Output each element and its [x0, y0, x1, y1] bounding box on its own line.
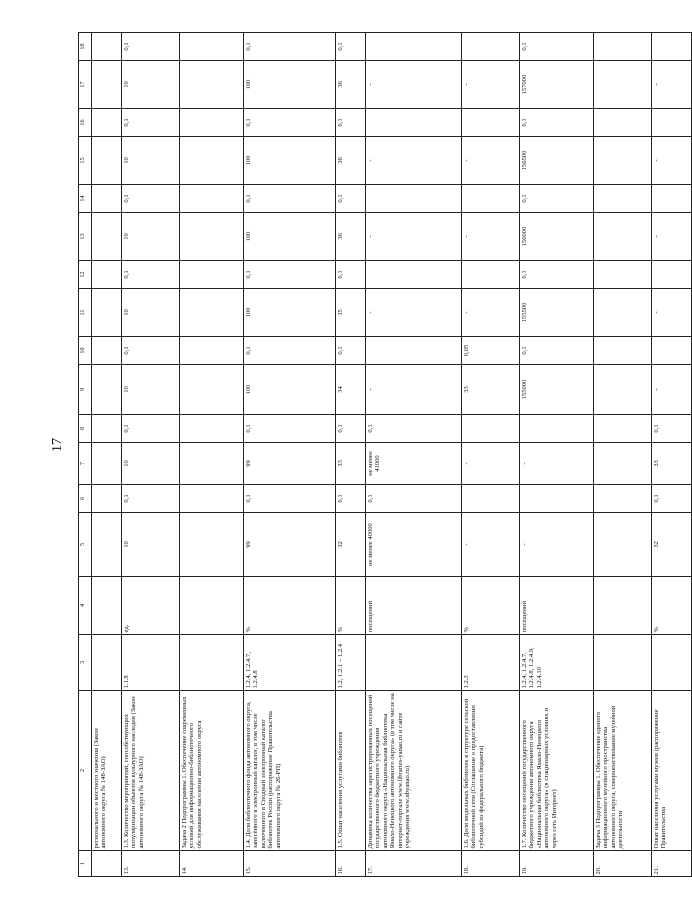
column-header: 1: [79, 851, 92, 877]
value-cell: -: [462, 137, 520, 185]
value-cell: -: [366, 61, 462, 109]
row-number-cell: 20.: [594, 851, 652, 877]
table-row: [652, 33, 692, 877]
table-row: [92, 33, 122, 877]
value-cell: 0,1: [122, 485, 180, 513]
value-cell: 0,1: [244, 109, 336, 137]
value-cell: [594, 185, 652, 213]
table-row: [336, 33, 366, 877]
value-cell: [520, 485, 594, 513]
value-cell: [92, 337, 122, 365]
value-cell: [180, 213, 244, 261]
value-cell: [462, 33, 520, 61]
reference-cell: [92, 635, 122, 691]
reference-cell: 1.1.8: [122, 635, 180, 691]
value-cell: [462, 185, 520, 213]
value-cell: [652, 109, 692, 137]
value-cell: -: [462, 61, 520, 109]
value-cell: 0,1: [122, 109, 180, 137]
value-cell: 0,1: [244, 33, 336, 61]
value-cell: -: [462, 443, 520, 485]
reference-cell: 1.2.4, 1.2.4.7, 1.2.4.8, 1.2.4.9, 1.2.4.10: [520, 635, 594, 691]
value-cell: 99: [244, 513, 336, 577]
value-cell: [594, 109, 652, 137]
value-cell: 156000: [520, 213, 594, 261]
value-cell: [366, 33, 462, 61]
value-cell: 100: [244, 61, 336, 109]
value-cell: 0,1: [336, 485, 366, 513]
value-cell: -: [462, 213, 520, 261]
value-cell: 32: [652, 513, 692, 577]
value-cell: [180, 109, 244, 137]
row-number-cell: 16.: [336, 851, 366, 877]
value-cell: [594, 61, 652, 109]
column-header: 10: [79, 337, 92, 365]
rotated-table-wrapper: [78, 42, 668, 877]
indicator-name-cell: 1.6. Доля модельных библиотек в структуре сельской библиотечной сети (Соглашение о предоставлении субсидий из федерального бюджета): [462, 691, 520, 851]
value-cell: [180, 261, 244, 289]
value-cell: [462, 415, 520, 443]
value-cell: 0,1: [336, 185, 366, 213]
indicator-name-cell: регионального и местного значения (Закон автономного округа № 148-ЗАО): [92, 691, 122, 851]
row-number-cell: 13.: [122, 851, 180, 877]
value-cell: 0,1: [366, 415, 462, 443]
value-cell: [594, 365, 652, 415]
column-header: 12: [79, 261, 92, 289]
page-number: 17: [50, 438, 65, 452]
value-cell: 0,1: [244, 337, 336, 365]
value-cell: [366, 337, 462, 365]
value-cell: [520, 415, 594, 443]
column-header: 13: [79, 213, 92, 261]
indicator-name-cell: 1.3. Количество мероприятий, способствующих популяризации объектов культурного наследия (Закон автономного округа № 148-ЗАО): [122, 691, 180, 851]
value-cell: [594, 137, 652, 185]
value-cell: 35: [336, 289, 366, 337]
reference-cell: [652, 635, 692, 691]
value-cell: 100: [244, 289, 336, 337]
value-cell: [366, 109, 462, 137]
row-number-cell: 19.: [520, 851, 594, 877]
unit-cell: посещений: [366, 577, 462, 635]
row-number-cell: 21.: [652, 851, 692, 877]
column-header: 11: [79, 289, 92, 337]
value-cell: [594, 289, 652, 337]
value-cell: 0,1: [244, 415, 336, 443]
column-header: 4: [79, 577, 92, 635]
value-cell: 0,1: [122, 33, 180, 61]
value-cell: 10: [122, 443, 180, 485]
value-cell: 0,1: [244, 185, 336, 213]
value-cell: 36: [336, 61, 366, 109]
value-cell: [92, 513, 122, 577]
value-cell: 32: [336, 513, 366, 577]
value-cell: [92, 365, 122, 415]
value-cell: [180, 289, 244, 337]
unit-cell: %: [652, 577, 692, 635]
value-cell: 156500: [520, 137, 594, 185]
value-cell: 0,1: [122, 337, 180, 365]
value-cell: не менее 40000: [366, 513, 462, 577]
row-number-cell: 14.: [180, 851, 244, 877]
value-cell: [462, 109, 520, 137]
value-cell: 10: [122, 213, 180, 261]
value-cell: [180, 485, 244, 513]
column-header: 3: [79, 635, 92, 691]
value-cell: 100: [244, 213, 336, 261]
indicator-name-cell: Задача 2 Подпрограммы 1. Обеспечение современных условий для информационно-библиотечного обслуживания населения автономного округа: [180, 691, 244, 851]
value-cell: 33: [652, 443, 692, 485]
value-cell: 0,1: [652, 415, 692, 443]
value-cell: 0,1: [520, 185, 594, 213]
value-cell: [92, 443, 122, 485]
value-cell: 34: [336, 365, 366, 415]
value-cell: 33: [462, 365, 520, 415]
value-cell: [92, 61, 122, 109]
value-cell: [92, 289, 122, 337]
value-cell: 0,1: [336, 415, 366, 443]
value-cell: 0,1: [336, 109, 366, 137]
value-cell: 157000: [520, 61, 594, 109]
reference-cell: [594, 635, 652, 691]
value-cell: [594, 415, 652, 443]
value-cell: -: [462, 513, 520, 577]
value-cell: 0,1: [520, 33, 594, 61]
value-cell: [92, 485, 122, 513]
value-cell: 100: [244, 137, 336, 185]
table-row: [594, 33, 652, 877]
reference-cell: 1.2.4, 1.2.4.7, 1.2.4.8: [244, 635, 336, 691]
value-cell: [92, 415, 122, 443]
value-cell: 10: [122, 137, 180, 185]
column-header: 8: [79, 415, 92, 443]
column-header: 18: [79, 33, 92, 61]
value-cell: 155000: [520, 365, 594, 415]
reference-cell: 1.2.3: [462, 635, 520, 691]
value-cell: [594, 337, 652, 365]
indicators-table: [78, 32, 692, 877]
unit-cell: %: [336, 577, 366, 635]
reference-cell: 1.2, 1.2.1 – 1.2.4: [336, 635, 366, 691]
value-cell: 33: [336, 443, 366, 485]
value-cell: [594, 261, 652, 289]
column-header: 2: [79, 691, 92, 851]
value-cell: 0,1: [520, 109, 594, 137]
value-cell: [180, 137, 244, 185]
value-cell: -: [366, 137, 462, 185]
indicator-name-cell: Задача 3 Подпрограммы 1. Обеспечение единого информационного музейного пространства автономного округа, совершенствование музейной деятельности: [594, 691, 652, 851]
column-header: 14: [79, 185, 92, 213]
indicator-name-cell: Динамика количества зарегистрированных посещений государственного бюджетного учреждения автономного округа «Национальная библиотека Ямало-Ненецкого автономного округа» (в том числе на интернет-портале www.libraries-yanao.ru и сайте учреждения www.nbyanao.ru): [366, 691, 462, 851]
value-cell: [652, 337, 692, 365]
value-cell: [366, 261, 462, 289]
value-cell: 0,1: [520, 261, 594, 289]
value-cell: 0,1: [122, 185, 180, 213]
value-cell: 10: [122, 61, 180, 109]
reference-cell: [180, 635, 244, 691]
reference-cell: [366, 635, 462, 691]
value-cell: [180, 185, 244, 213]
value-cell: [92, 109, 122, 137]
value-cell: [180, 415, 244, 443]
value-cell: 0,1: [336, 337, 366, 365]
value-cell: 155500: [520, 289, 594, 337]
value-cell: [594, 33, 652, 61]
value-cell: -: [652, 137, 692, 185]
value-cell: [652, 185, 692, 213]
value-cell: не менее 41000: [366, 443, 462, 485]
unit-cell: посещений: [520, 577, 594, 635]
value-cell: 36: [336, 137, 366, 185]
value-cell: 36: [336, 213, 366, 261]
value-cell: 0,1: [366, 485, 462, 513]
value-cell: [652, 261, 692, 289]
value-cell: [92, 33, 122, 61]
unit-cell: [92, 577, 122, 635]
unit-cell: %: [244, 577, 336, 635]
value-cell: -: [366, 289, 462, 337]
table-row: [180, 33, 244, 877]
value-cell: 0,1: [244, 261, 336, 289]
column-header: 16: [79, 109, 92, 137]
unit-cell: [180, 577, 244, 635]
table-row: [244, 33, 336, 877]
value-cell: 99: [244, 443, 336, 485]
row-number-cell: 18.: [462, 851, 520, 877]
value-cell: -: [462, 289, 520, 337]
value-cell: [180, 61, 244, 109]
value-cell: -: [366, 365, 462, 415]
value-cell: [594, 485, 652, 513]
value-cell: -: [366, 213, 462, 261]
row-number-cell: 17.: [366, 851, 462, 877]
value-cell: 0,1: [336, 33, 366, 61]
header-row: [79, 33, 92, 877]
value-cell: [92, 213, 122, 261]
value-cell: 0,1: [336, 261, 366, 289]
column-header: 7: [79, 443, 92, 485]
value-cell: 0,1: [122, 415, 180, 443]
value-cell: [180, 337, 244, 365]
table-row: [462, 33, 520, 877]
value-cell: 10: [122, 365, 180, 415]
value-cell: 0,1: [122, 261, 180, 289]
value-cell: [180, 513, 244, 577]
value-cell: 0,05: [462, 337, 520, 365]
value-cell: [180, 33, 244, 61]
value-cell: [462, 485, 520, 513]
value-cell: 10: [122, 513, 180, 577]
indicator-name-cell: 1.7. Количество посещений государственного бюджетного учреждения автономного округа «Национальная библиотека Ямало-Ненецкого автономного округа» (в стационарных условиях и через сеть Интернет): [520, 691, 594, 851]
indicator-name-cell: Охват населения услугами музеев (распоряжение Правительства: [652, 691, 692, 851]
value-cell: -: [652, 289, 692, 337]
value-cell: 100: [244, 365, 336, 415]
unit-cell: %: [462, 577, 520, 635]
value-cell: -: [520, 513, 594, 577]
unit-cell: [594, 577, 652, 635]
column-header: 9: [79, 365, 92, 415]
table-row: [122, 33, 180, 877]
indicator-name-cell: 1.4. Доля библиотечного фонда автономного округа, занесённого в электронный каталог, в том числе включенного в Сводный электронный каталог библиотек России (распоряжение Правительства автономного округа № 26-РП): [244, 691, 336, 851]
value-cell: [92, 137, 122, 185]
value-cell: [462, 261, 520, 289]
value-cell: 0,1: [244, 485, 336, 513]
indicator-name-cell: 1.5. Охват населения услугами библиотек: [336, 691, 366, 851]
value-cell: [92, 185, 122, 213]
value-cell: 0,1: [652, 485, 692, 513]
value-cell: -: [652, 365, 692, 415]
value-cell: -: [520, 443, 594, 485]
value-cell: -: [652, 213, 692, 261]
column-header: 17: [79, 61, 92, 109]
row-number-cell: 15.: [244, 851, 336, 877]
unit-cell: ед.: [122, 577, 180, 635]
column-header: 5: [79, 513, 92, 577]
value-cell: [594, 213, 652, 261]
table-row: [366, 33, 462, 877]
value-cell: -: [652, 61, 692, 109]
value-cell: [652, 33, 692, 61]
value-cell: [92, 261, 122, 289]
value-cell: [594, 513, 652, 577]
column-header: 6: [79, 485, 92, 513]
value-cell: [366, 185, 462, 213]
value-cell: [180, 365, 244, 415]
row-number-cell: [92, 851, 122, 877]
value-cell: [594, 443, 652, 485]
value-cell: 10: [122, 289, 180, 337]
column-header: 15: [79, 137, 92, 185]
value-cell: [180, 443, 244, 485]
table-row: [520, 33, 594, 877]
value-cell: 0,1: [520, 337, 594, 365]
